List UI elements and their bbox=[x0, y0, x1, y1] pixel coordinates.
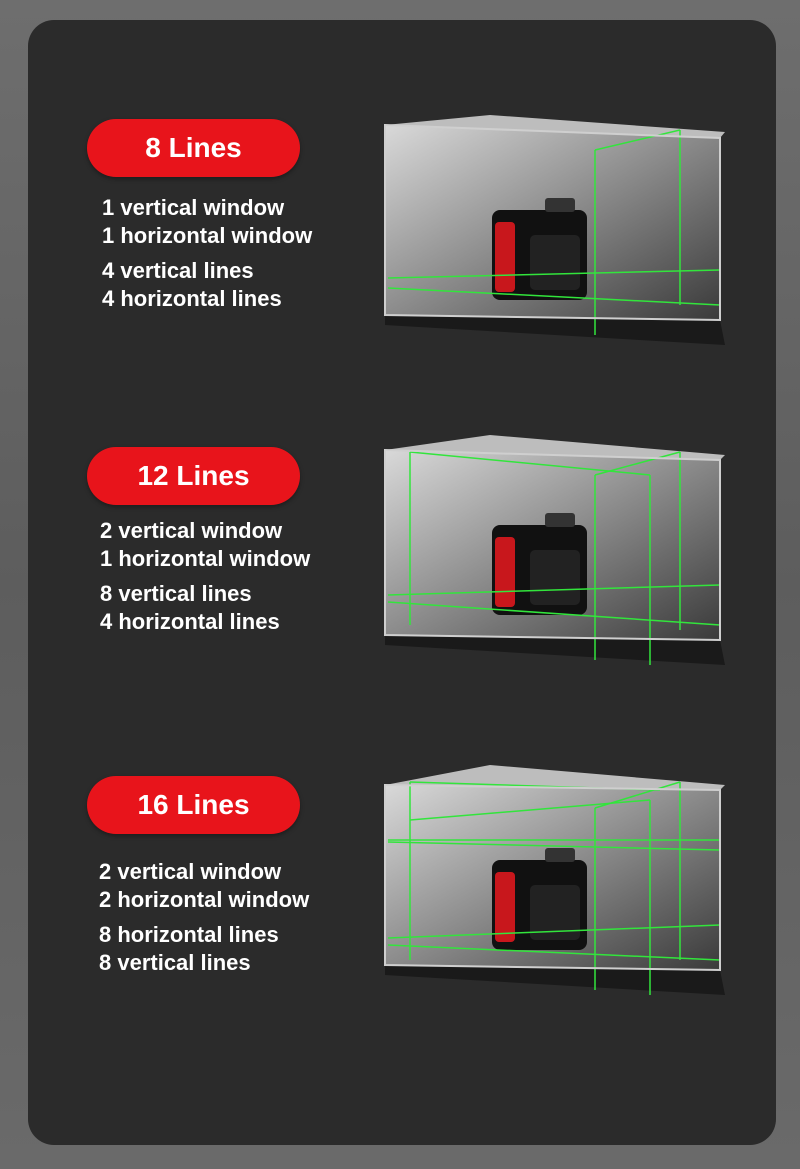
spec-line: 4 horizontal lines bbox=[100, 609, 280, 634]
section-16-lines bbox=[0, 660, 800, 975]
spec-line: 4 horizontal lines bbox=[102, 286, 282, 311]
spec-line: 8 vertical lines bbox=[100, 581, 252, 606]
title-badge-12-lines: 12 Lines bbox=[87, 447, 300, 505]
laser-level-room-illustration bbox=[380, 760, 735, 995]
spec-line: 2 horizontal window bbox=[99, 887, 310, 912]
section-12-lines bbox=[0, 330, 800, 634]
title-badge-8-lines: 8 Lines bbox=[87, 119, 300, 177]
section-8-lines bbox=[0, 0, 800, 311]
spec-line: 4 vertical lines bbox=[102, 258, 254, 283]
laser-level-room-illustration bbox=[380, 430, 735, 665]
spec-line: 1 horizontal window bbox=[100, 546, 311, 571]
title-badge-16-lines: 16 Lines bbox=[87, 776, 300, 834]
spec-line: 2 vertical window bbox=[99, 859, 282, 884]
spec-line: 8 horizontal lines bbox=[99, 922, 279, 947]
laser-level-room-illustration bbox=[380, 110, 735, 345]
spec-line: 8 vertical lines bbox=[99, 950, 251, 975]
spec-line: 2 vertical window bbox=[100, 518, 283, 543]
spec-line: 1 vertical window bbox=[102, 195, 285, 220]
spec-line: 1 horizontal window bbox=[102, 223, 313, 248]
